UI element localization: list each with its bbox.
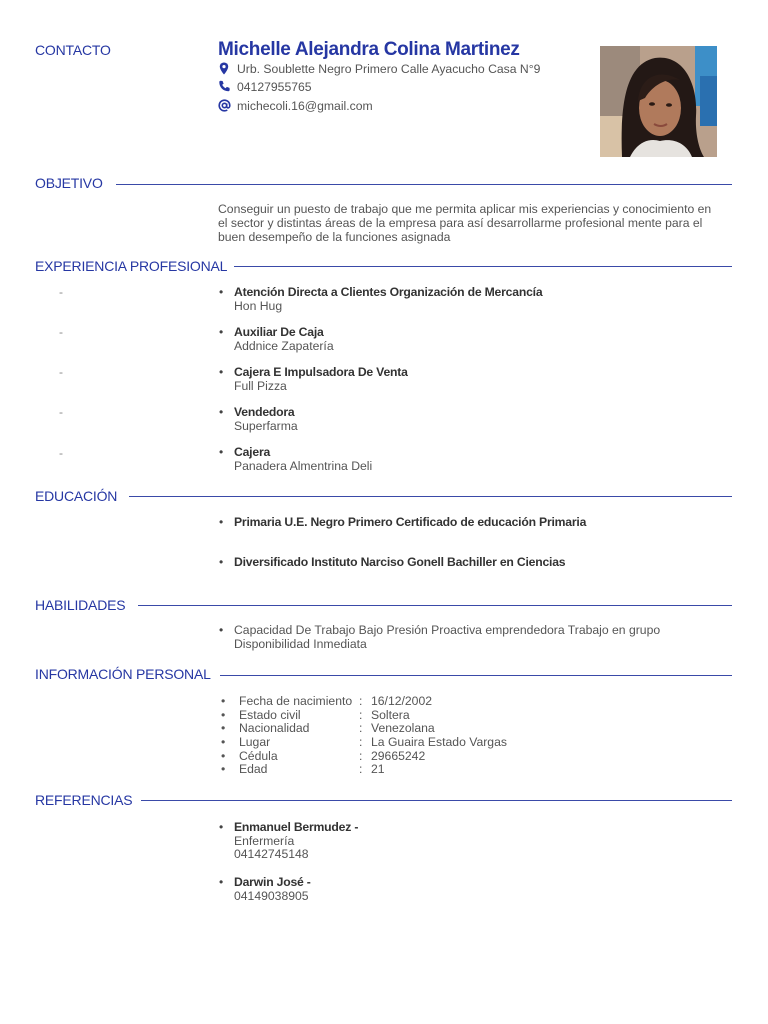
info-colon: : [359, 708, 363, 722]
objective-line: el sector y distintas áreas de la empresa para así desarrollarme profesional mente para el [218, 216, 703, 230]
address-text: Urb. Soublette Negro Primero Calle Ayacucho Casa N°9 [237, 62, 541, 76]
experience-date: - [59, 325, 63, 339]
company: Panadera Almentrina Deli [234, 458, 373, 473]
job-title: Vendedora [234, 405, 295, 419]
skills-divider [138, 605, 732, 606]
company: Full Pizza [234, 378, 287, 393]
references-section-title: REFERENCIAS [35, 792, 133, 808]
info-key: Lugar [239, 735, 271, 749]
profile-photo [600, 46, 717, 157]
bullet: • [221, 749, 226, 763]
reference-name: Darwin José - [234, 875, 311, 889]
company: Hon Hug [234, 298, 283, 313]
experience-item [219, 365, 408, 393]
skills-line: Disponibilidad Inmediata [234, 636, 367, 651]
contact-section-title: CONTACTO [35, 42, 111, 58]
experience-item [219, 445, 373, 473]
info-value: La Guaira Estado Vargas [371, 735, 507, 749]
reference-phone: 04142745148 [234, 847, 309, 861]
job-title: Cajera [234, 445, 271, 459]
experience-divider [234, 266, 732, 267]
info-value: 16/12/2002 [371, 694, 432, 708]
info-value: Venezolana [371, 721, 435, 735]
bullet: • [219, 325, 224, 339]
bullet: • [219, 555, 224, 569]
objective-section-title: OBJETIVO [35, 175, 103, 191]
bullet: • [221, 735, 226, 749]
bullet: • [219, 623, 224, 637]
bullet: • [221, 721, 226, 735]
phone-text: 04127955765 [237, 80, 312, 94]
skills-section-title: HABILIDADES [35, 597, 126, 613]
reference-item [219, 875, 311, 903]
objective-text [218, 202, 711, 244]
experience-date: - [59, 365, 63, 379]
address-line [218, 62, 540, 76]
education-item [219, 555, 566, 570]
info-key: Fecha de nacimiento [239, 694, 353, 708]
job-title: Atención Directa a Clientes Organización de Mercancía [234, 285, 543, 299]
bullet: • [221, 694, 226, 708]
info-colon: : [359, 694, 363, 708]
info-value: 21 [371, 762, 385, 776]
info-key: Edad [239, 762, 268, 776]
reference-phone: 04149038905 [234, 888, 309, 903]
education-entry: Diversificado Instituto Narciso Gonell Bachiller en Ciencias [234, 555, 566, 569]
bullet: • [219, 820, 224, 834]
email-line [218, 99, 373, 113]
job-title: Cajera E Impulsadora De Venta [234, 365, 408, 379]
experience-item [219, 285, 543, 313]
bullet: • [219, 285, 224, 299]
experience-date: - [59, 405, 63, 419]
skills-item [219, 623, 661, 651]
reference-detail: Enfermería [234, 833, 295, 848]
experience-item [219, 405, 298, 433]
info-key: Cédula [239, 749, 278, 763]
education-item [219, 515, 587, 530]
info-value: 29665242 [371, 749, 426, 763]
phone-line [218, 80, 312, 94]
personal-info-section-title: INFORMACIÓN PERSONAL [35, 666, 211, 682]
objective-divider [116, 184, 732, 185]
reference-item [219, 820, 359, 862]
phone-icon [218, 80, 231, 93]
bullet: • [219, 445, 224, 459]
reference-name: Enmanuel Bermudez - [234, 820, 359, 834]
bullet: • [219, 405, 224, 419]
info-value: Soltera [371, 708, 410, 722]
references-divider [141, 800, 732, 801]
info-key: Estado civil [239, 708, 301, 722]
bullet: • [221, 708, 226, 722]
experience-section-title: EXPERIENCIA PROFESIONAL [35, 258, 228, 274]
experience-date: - [59, 285, 63, 299]
experience-date: - [59, 446, 63, 460]
bullet: • [219, 875, 224, 889]
company: Addnice Zapatería [234, 338, 334, 353]
bullet: • [221, 762, 226, 776]
experience-item [219, 325, 334, 353]
location-pin-icon [218, 62, 231, 75]
info-colon: : [359, 749, 363, 763]
objective-line: buen desempeño de la funciones asignada [218, 230, 451, 244]
education-section-title: EDUCACIÓN [35, 488, 118, 504]
company: Superfarma [234, 418, 298, 433]
at-sign-icon [218, 99, 231, 112]
objective-line: Conseguir un puesto de trabajo que me permita aplicar mis experiencias y conocimiento en [218, 202, 712, 216]
email-text: michecoli.16@gmail.com [237, 99, 373, 113]
skills-line: Capacidad De Trabajo Bajo Presión Proactiva emprendedora Trabajo en grupo [234, 623, 661, 637]
personal-info-divider [220, 675, 732, 676]
info-key: Nacionalidad [239, 721, 310, 735]
candidate-name: Michelle Alejandra Colina Martinez [218, 39, 520, 60]
bullet: • [219, 515, 224, 529]
info-colon: : [359, 735, 363, 749]
bullet: • [219, 365, 224, 379]
info-colon: : [359, 762, 363, 776]
education-divider [129, 496, 732, 497]
job-title: Auxiliar De Caja [234, 325, 324, 339]
info-colon: : [359, 721, 363, 735]
education-entry: Primaria U.E. Negro Primero Certificado de educación Primaria [234, 515, 587, 529]
